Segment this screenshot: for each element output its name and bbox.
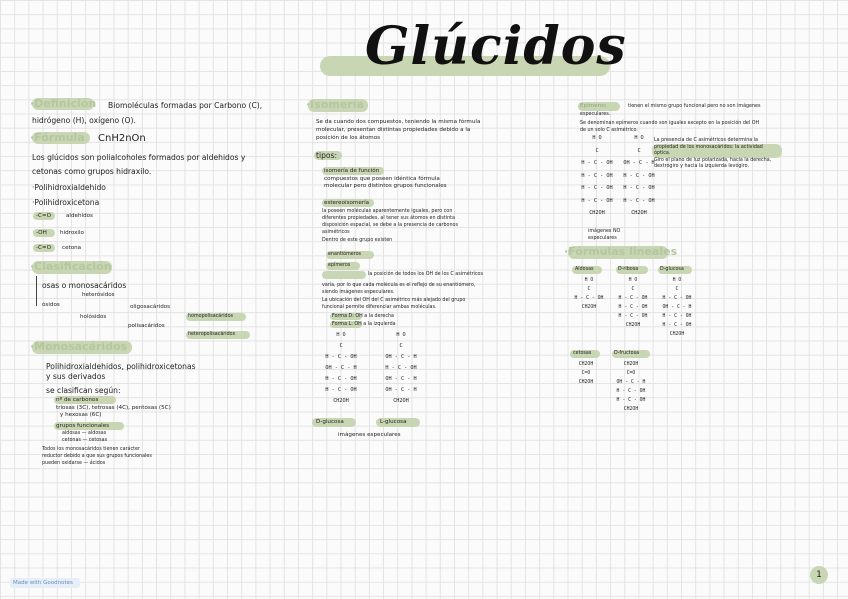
enantio-line: la posición de todos los OH de los C asimétricos — [368, 272, 483, 277]
epimer-structure-2: H O C OH - C - H H - C - OH H - C - OH H - C - OH CH2OH — [623, 135, 655, 216]
type-2: estereoisomería — [324, 200, 370, 206]
title-block — [320, 16, 627, 86]
l-glucose-structure: H O C OH - C - H H - C - OH OH - C - H OH - C - H CH2OH — [385, 332, 417, 404]
epimeros-label: epímeros — [328, 263, 351, 268]
type-2-line: la poseen moléculas aparentemente iguales, pero con — [322, 209, 453, 214]
cetosa-structure: CH2OH C=O CH2OH — [578, 362, 594, 385]
mono-line-7: grupos funcionales — [56, 423, 110, 429]
iso-line-3: posición de los átomos — [316, 135, 381, 141]
mono-line-11: reductor debido a que sus grupos funcionales — [42, 454, 152, 459]
mono-line-10: Todos los monosacáridos tienen carácter — [42, 447, 140, 452]
d-ribosa-label: D-ribosa — [618, 267, 639, 272]
bullet-polihidroxialdehido: ·Polihidroxialdehido — [32, 183, 106, 192]
class-osidos: ósidos — [42, 302, 60, 308]
epi-line: tienen el mismo grupo funcional pero no son imágenes — [628, 104, 761, 109]
type-2-line: asimétricos — [322, 230, 350, 235]
class-osas: osas o monosacáridos — [42, 281, 127, 290]
definition-text-2: hidrógeno (H), oxígeno (O). — [32, 116, 136, 125]
epi-line: La presencia de C asimétricos determina la — [654, 138, 758, 143]
aldosa-structure: H O C H - C - OH CH2OH — [574, 278, 604, 310]
group-name: aldehídos — [66, 213, 93, 219]
d-glucosa-label: D-glucosa — [660, 267, 684, 272]
cetosas-label: cetosas — [573, 351, 592, 356]
forma-l: Forma L: OH a la izquierda — [332, 322, 396, 327]
isomeria-heading: ·Isomería — [306, 98, 364, 111]
goodnotes-badge: Made with Goodnotes — [10, 578, 80, 588]
class-holosidos: holósidos — [80, 314, 107, 320]
page-number: 1 — [810, 566, 828, 584]
mono-line-9: cetonas — cetosas — [62, 438, 108, 443]
mono-line-4: nº de carbonos — [56, 397, 99, 403]
group-formula: -C=O — [36, 213, 52, 219]
epi-line: de un solo C asimétrico. — [580, 128, 638, 133]
epi-line: dextrógiro y hacia la izquierda levógiro. — [654, 164, 750, 169]
formula-text: CnH2nOn — [98, 133, 146, 144]
mono-line-8: aldosas — aldosas — [62, 431, 107, 436]
types-label: tipos: — [316, 151, 338, 160]
epi-line: óptica. — [654, 151, 671, 156]
class-oligosacaridos: oligosacáridos — [130, 304, 171, 310]
mono-line-1: Polihidroxialdehidos, polihidroxicetonas — [46, 362, 196, 371]
mono-line-5: triosas (3C), tetrosas (4C), pentosas (5C) — [56, 405, 171, 411]
not-mirror-label-2: especulares — [588, 236, 617, 241]
epi-line: Se denominan epímeros cuando son iguales excepto en la posición del OH — [580, 121, 760, 126]
mono-line-2: y sus derivados — [46, 372, 106, 381]
type-2-line: diferentes propiedades, al tener sus átomos en distinta — [322, 216, 455, 221]
fructosa-structure: CH2OH C=O OH - C - H H - C - OH H - C - OH CH2OH — [616, 362, 646, 412]
iso-line-2: molecular, presentan distintas propiedades debido a la — [316, 127, 471, 133]
formula-heading: ·Fórmula — [30, 131, 85, 144]
group-formula: -C=O — [36, 245, 52, 251]
epi-line: especulares. — [580, 112, 611, 117]
epi-line: Giro el plano de luz polarizada, hacia la derecha, — [654, 158, 772, 163]
mono-line-6: y hexosas (6C) — [60, 412, 102, 418]
highlight — [322, 271, 366, 279]
type-1: isomería de función — [324, 168, 380, 174]
enantiomeros-label: enantiómeros — [328, 252, 362, 257]
ribosa-structure: H O C H - C - OH H - C - OH H - C - OH CH2OH — [618, 278, 648, 328]
type-2-line: Dentro de este grupo existen — [322, 238, 393, 243]
forma-d: Forma D: OH a la derecha — [332, 314, 394, 319]
l-glucose-label: L-glucosa — [380, 419, 407, 425]
mono-line-3: se clasifican según: — [46, 386, 121, 395]
bullet-polihidroxicetona: ·Polihidroxicetona — [32, 198, 100, 207]
class-heteropolisacaridos: heteropolisacáridos — [188, 332, 236, 337]
d-glucose-structure: H O C H - C - OH OH - C - H H - C - OH H - C - OH CH2OH — [325, 332, 357, 404]
definition-text: Biomoléculas formadas por Carbono (C), — [108, 101, 263, 110]
class-homopolisacaridos: homopolisacáridos — [188, 314, 234, 319]
iso-line-1: Se da cuando dos compuestos, teniendo la misma fórmula — [316, 119, 481, 125]
tree-line — [36, 276, 37, 306]
page-title: Glúcidos — [365, 16, 627, 77]
monosaccharides-heading: ·Monosacáridos — [30, 340, 128, 353]
intro-line-2: cetonas como grupos hidraxilo. — [32, 167, 152, 176]
group-formula: -OH — [36, 230, 47, 236]
enantio-line: La ubicación del OH del C asimétrico más alejado del grupo — [322, 298, 466, 303]
enantio-line: siendo imágenes especulares. — [322, 290, 395, 295]
epimer-structure-1: H O C H - C - OH H - C - OH H - C - OH H - C - OH CH2OH — [581, 135, 613, 216]
aldosas-label: Aldosas — [575, 267, 594, 272]
glucosa-structure: H O C H - C - OH OH - C - H H - C - OH H - C - OH CH2OH — [662, 278, 692, 337]
linear-formulas-heading: ·Fórmulas lineales — [564, 245, 678, 258]
d-glucose-label: D-glucosa — [316, 419, 344, 425]
definition-heading: ·Definición — [30, 97, 97, 110]
enantio-line: varía, por lo que cada molécula es el reflejo de su enantiómero, — [322, 283, 476, 288]
type-1-desc: compuestos que poseen idéntica fórmula — [324, 176, 440, 182]
mirror-images-label: imágenes especulares — [338, 432, 401, 438]
d-fructosa-label: D-fructosa — [614, 351, 640, 356]
class-polisacaridos: polisacáridos — [128, 323, 165, 329]
class-heterosidos: heterósidos — [82, 292, 115, 298]
epi-line: propiedad de los monosacáridos: la actividad — [654, 145, 763, 150]
group-name: cetona — [62, 245, 82, 251]
enantio-line: funcional permite diferenciar ambas moléculas. — [322, 305, 437, 310]
intro-line-1: Los glúcidos son polialcoholes formados por aldehidos y — [32, 153, 246, 162]
epimeros-heading: Epímeros — [580, 103, 607, 109]
type-2-line: disposición espacial, se debe a la presencia de carbonos — [322, 223, 458, 228]
group-name: hidroxilo — [60, 230, 84, 236]
classification-heading: ·Clasificación — [30, 260, 112, 273]
type-1-desc-2: molecular pero distintos grupos funcionales — [324, 183, 447, 189]
not-mirror-label: imágenes NO — [588, 229, 621, 234]
mono-line-12: pueden oxidarse — ácidos — [42, 461, 106, 466]
